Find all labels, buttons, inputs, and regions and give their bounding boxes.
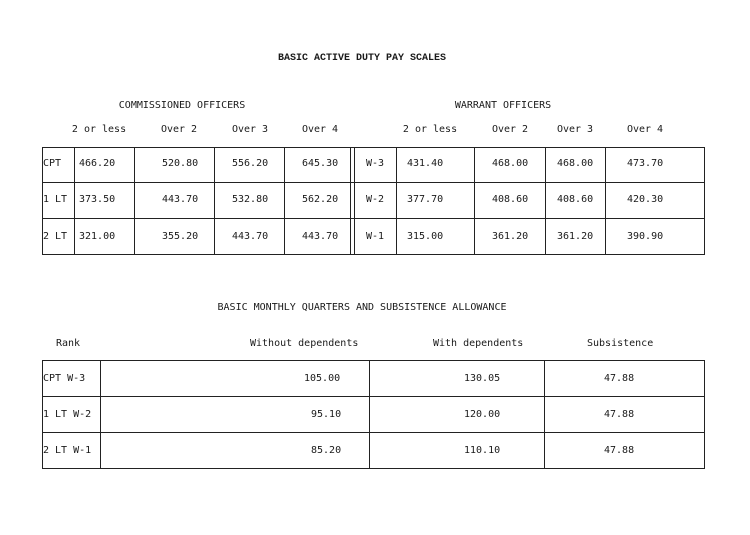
table-rule xyxy=(42,360,705,361)
page-title: BASIC ACTIVE DUTY PAY SCALES xyxy=(277,53,447,64)
table-cell: 443.70 xyxy=(232,231,269,242)
table-rule xyxy=(704,147,705,255)
table-cell: 377.70 xyxy=(407,194,444,205)
table-rule xyxy=(42,396,705,397)
table-cell: 468.00 xyxy=(557,158,594,169)
table-rule xyxy=(284,147,285,255)
table-cell: 321.00 xyxy=(79,231,116,242)
commissioned-col-header: Over 2 xyxy=(160,124,198,135)
rank-label: 1 LT xyxy=(43,194,68,205)
table-cell: 47.88 xyxy=(604,373,635,384)
table-cell: 532.80 xyxy=(232,194,269,205)
table-cell: 47.88 xyxy=(604,409,635,420)
rank-label: CPT xyxy=(43,158,62,169)
commissioned-col-header: 2 or less xyxy=(71,124,127,135)
table-cell: 355.20 xyxy=(162,231,199,242)
table-cell: 520.80 xyxy=(162,158,199,169)
table-cell: 315.00 xyxy=(407,231,444,242)
table-cell: 95.10 xyxy=(311,409,342,420)
table-rule xyxy=(134,147,135,255)
rank-label: W-2 xyxy=(366,194,385,205)
table-rule xyxy=(100,360,101,469)
rank-label: 2 LT xyxy=(43,231,68,242)
rank-label: CPT W-3 xyxy=(43,373,86,384)
table-rule xyxy=(605,147,606,255)
table-cell: 390.90 xyxy=(627,231,664,242)
table-rule xyxy=(474,147,475,255)
allowance-title: BASIC MONTHLY QUARTERS AND SUBSISTENCE ALLOWANCE xyxy=(217,302,507,313)
table-rule xyxy=(369,360,370,469)
table-cell: 361.20 xyxy=(492,231,529,242)
table-cell: 105.00 xyxy=(304,373,341,384)
table-cell: 466.20 xyxy=(79,158,116,169)
table-rule xyxy=(42,432,705,433)
allowance-col-header-without: Without dependents xyxy=(250,338,359,349)
warrant-col-header: Over 3 xyxy=(556,124,594,135)
table-rule xyxy=(354,147,355,255)
table-rule xyxy=(544,360,545,469)
table-rule xyxy=(42,468,705,469)
rank-label: W-3 xyxy=(366,158,385,169)
rank-label: 2 LT W-1 xyxy=(43,445,92,456)
table-cell: 556.20 xyxy=(232,158,269,169)
allowance-col-header-rank: Rank xyxy=(56,338,81,349)
table-cell: 373.50 xyxy=(79,194,116,205)
rank-label: 1 LT W-2 xyxy=(43,409,92,420)
table-cell: 408.60 xyxy=(557,194,594,205)
table-cell: 645.30 xyxy=(302,158,339,169)
table-cell: 120.00 xyxy=(464,409,501,420)
table-rule xyxy=(74,147,75,255)
table-rule xyxy=(350,147,351,255)
table-rule xyxy=(545,147,546,255)
table-cell: 361.20 xyxy=(557,231,594,242)
table-rule xyxy=(214,147,215,255)
table-cell: 408.60 xyxy=(492,194,529,205)
warrant-officers-heading: WARRANT OFFICERS xyxy=(454,100,552,111)
rank-label: W-1 xyxy=(366,231,385,242)
allowance-col-header-subsistence: Subsistence xyxy=(587,338,654,349)
table-rule xyxy=(704,360,705,469)
table-cell: 443.70 xyxy=(302,231,339,242)
commissioned-officers-heading: COMMISSIONED OFFICERS xyxy=(118,100,246,111)
table-cell: 130.05 xyxy=(464,373,501,384)
table-cell: 473.70 xyxy=(627,158,664,169)
table-cell: 562.20 xyxy=(302,194,339,205)
warrant-col-header: Over 2 xyxy=(491,124,529,135)
allowance-col-header-with: With dependents xyxy=(433,338,524,349)
warrant-col-header: 2 or less xyxy=(402,124,458,135)
table-cell: 85.20 xyxy=(311,445,342,456)
table-cell: 110.10 xyxy=(464,445,501,456)
table-rule xyxy=(396,147,397,255)
warrant-col-header: Over 4 xyxy=(626,124,664,135)
commissioned-col-header: Over 3 xyxy=(231,124,269,135)
table-cell: 420.30 xyxy=(627,194,664,205)
table-cell: 468.00 xyxy=(492,158,529,169)
table-cell: 443.70 xyxy=(162,194,199,205)
table-cell: 47.88 xyxy=(604,445,635,456)
table-cell: 431.40 xyxy=(407,158,444,169)
commissioned-col-header: Over 4 xyxy=(301,124,339,135)
